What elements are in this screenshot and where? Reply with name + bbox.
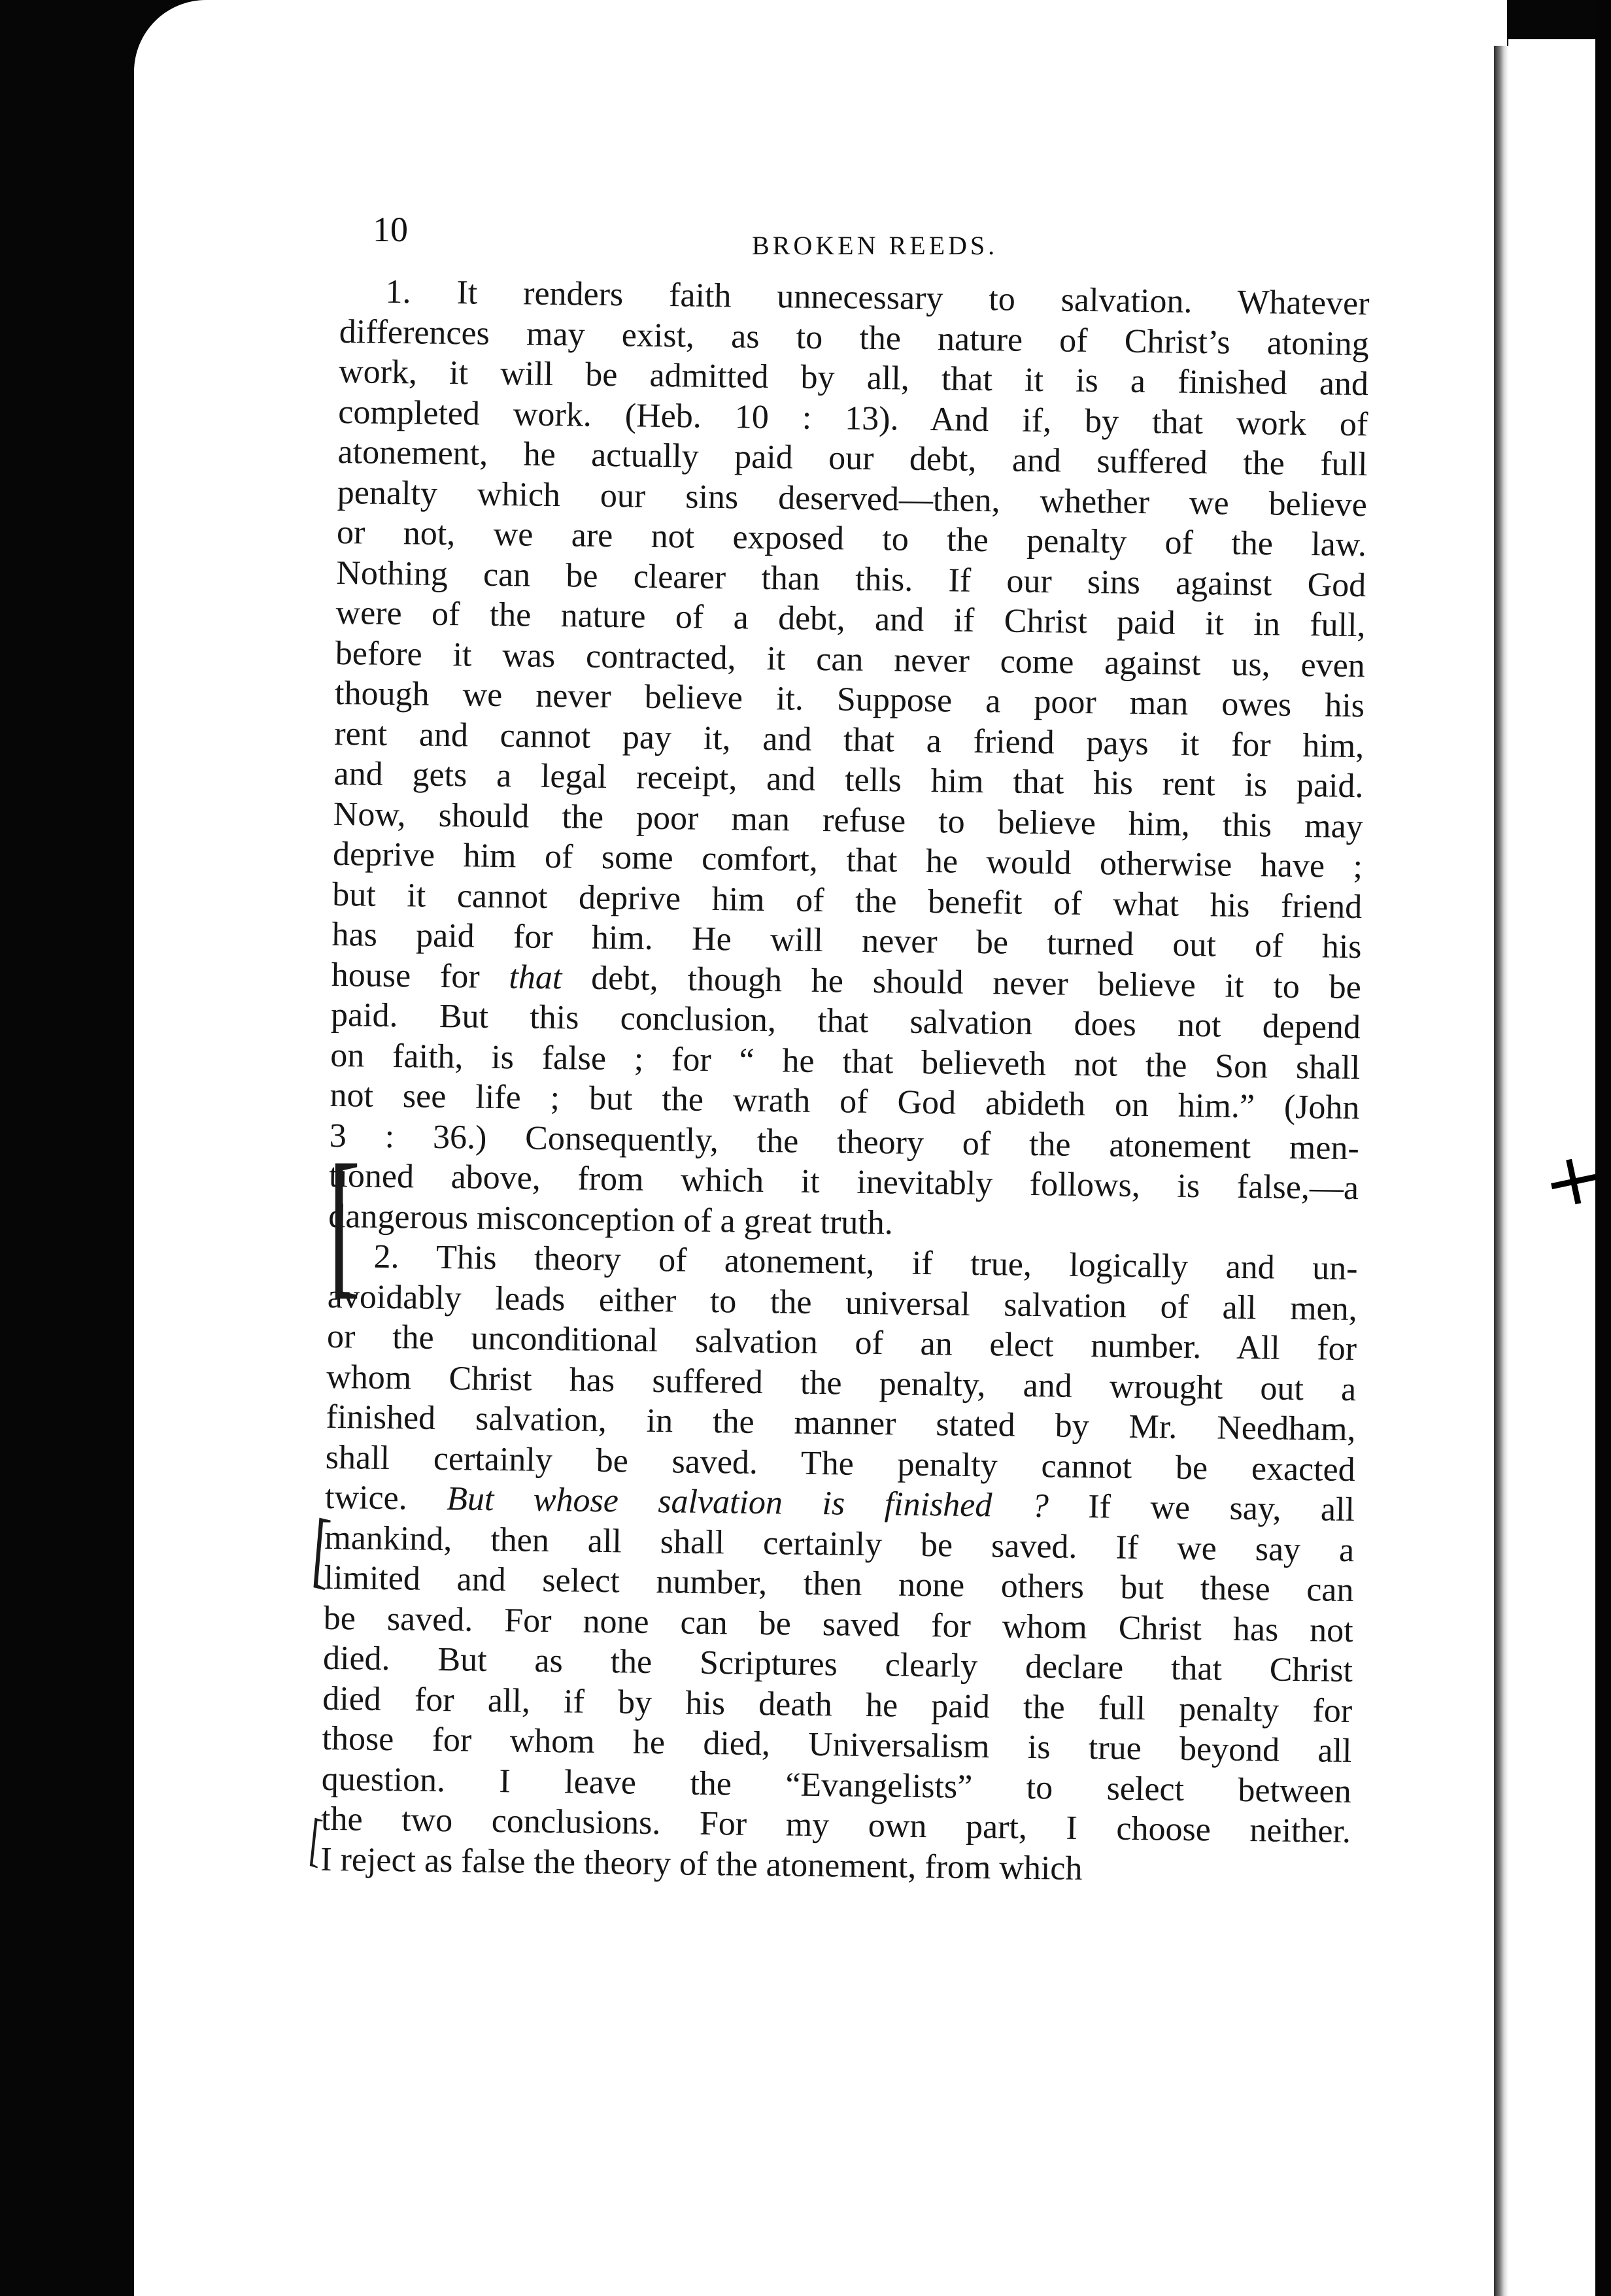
text-line: but it cannot deprive him of the benefit of what his friend [332,875,1363,926]
text-line: deprive him of some comfort, that he would otherwise have ; [332,835,1363,886]
text-line: mankind, then all shall certainly be saved. If we say a [324,1519,1355,1569]
text-line: dangerous misconception of a great truth. [328,1197,894,1241]
text-line: atonement, he actually paid our debt, and suffered the full [337,433,1368,484]
book-spine [1494,46,1508,2296]
text-line: I reject as false the theory of the atonement, from which [320,1840,1083,1887]
text-line: completed work. (Heb. 10 : 13). And if, by that work of [338,393,1368,443]
margin-bracket-3: [ [307,1806,326,1874]
text-line: rent and cannot pay it, and that a friend pays it for him, [334,715,1365,765]
text-line: penalty which our sins deserved—then, whether we believe [337,473,1368,524]
text-line: though we never believe it. Suppose a poor man owes his [334,674,1365,725]
margin-bracket-1: [ [328,1132,361,1313]
text-line: the two conclusions. For my own part, I choose neither. [320,1800,1351,1851]
text-line: question. I leave the “Evangelists” to select between [321,1760,1352,1810]
text-line: 1. It renders faith unnecessary to salvation. Whatever [385,273,1370,323]
text-line: or the unconditional salvation of an elect number. All for [326,1317,1357,1368]
text-line: before it was contracted, it can never come against us, even [335,634,1366,684]
text-line: those for whom he died, Universalism is true beyond all [322,1719,1352,1770]
text-line: paid. But this conclusion, that salvation does not depend [330,996,1361,1047]
text-line: differences may exist, as to the nature of Christ’s atoning [339,312,1370,363]
italic-emphasis: But whose salvation is finished ? [446,1480,1049,1525]
body-text [320,271,1370,1892]
running-title: BROKEN REEDS. [752,231,998,260]
page-number: 10 [373,210,408,249]
text-line: finished salvation, in the manner stated by Mr. Needham, [326,1398,1356,1449]
text-line: not see life ; but the wrath of God abideth on him.” (John [330,1076,1360,1127]
text-line: died. But as the Scriptures clearly declare that Christ [322,1639,1353,1690]
text-line: were of the nature of a debt, and if Christ paid it in full, [335,594,1366,645]
text-line: died for all, if by his death he paid the full penalty for [322,1680,1353,1730]
running-head [373,196,1275,260]
text-line: shall certainly be saved. The penalty cannot be exacted [325,1438,1356,1489]
text-line: twice. But whose salvation is finished ? If we say, all [324,1478,1355,1529]
text-line: on faith, is false ; for “ he that believeth not the Son shall [330,1036,1361,1087]
text-line: and gets a legal receipt, and tells him that his rent is paid. [333,754,1364,805]
margin-plus-annotation: + [1535,1132,1611,1227]
text-line: Now, should the poor man refuse to believe him, this may [333,795,1364,845]
margin-bracket-2: [ [309,1500,334,1598]
text-line: or not, we are not exposed to the penalty of the law. [336,513,1367,564]
text-line: 2. This theory of atonement, if true, logically and un- [373,1238,1358,1288]
text-line: 3 : 36.) Consequently, the theory of the atonement men- [329,1117,1360,1167]
text-line: tioned above, from which it inevitably follows, is false,—a [328,1156,1359,1207]
paragraph-2 [320,1236,1358,1892]
text-line: whom Christ has suffered the penalty, and wrought out a [326,1358,1357,1408]
text-line: Nothing can be clearer than this. If our sins against God [336,554,1366,604]
text-line: has paid for him. He will never be turned out of his [331,915,1362,966]
italic-emphasis: that [509,958,562,996]
text-line: work, it will be admitted by all, that it is a finished and [338,352,1369,403]
text-line: house for that debt, though he should never believe it to be [331,956,1362,1006]
paragraph-1 [328,271,1370,1249]
text-line: limited and select number, then none others but these can [324,1559,1354,1610]
text-line: avoidably leads either to the universal salvation of all men, [327,1277,1358,1328]
text-line: be saved. For none can be saved for whom Christ has not [323,1599,1354,1649]
